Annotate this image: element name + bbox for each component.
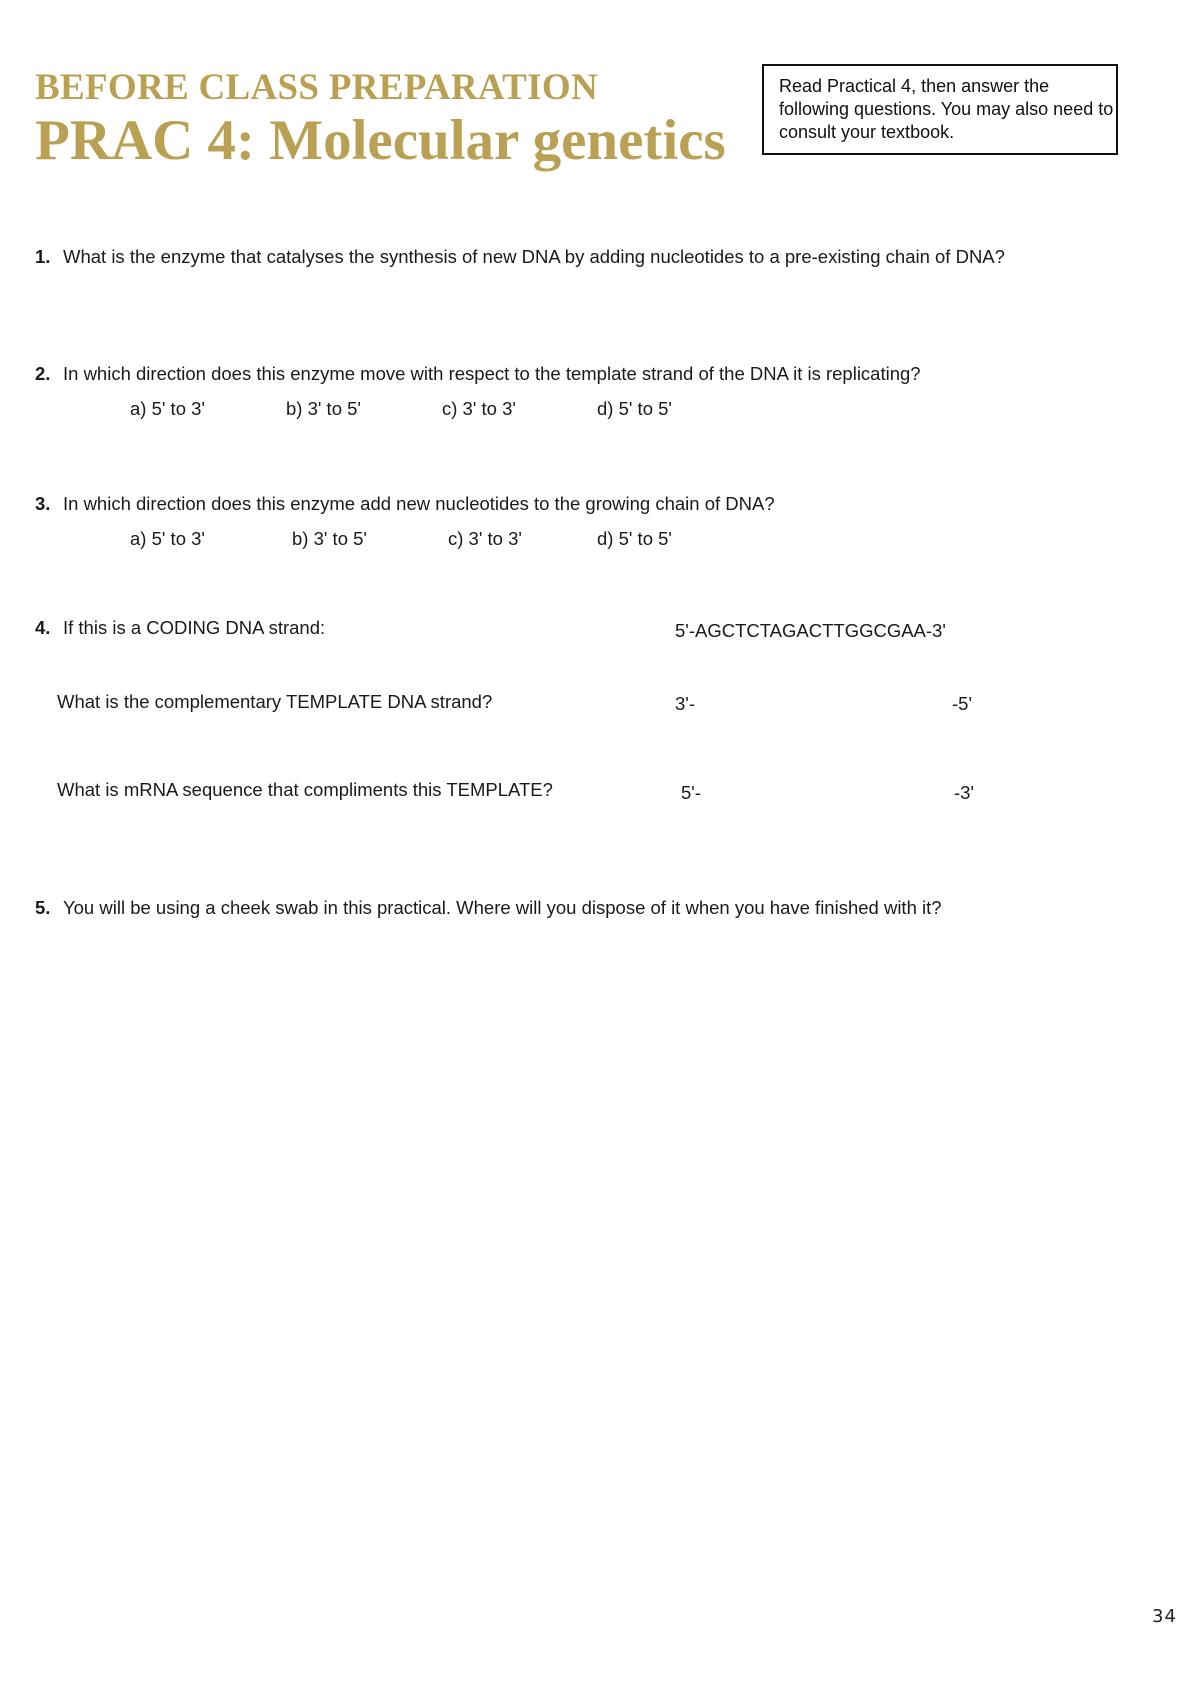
option-c: c) 3' to 3'	[442, 398, 516, 419]
question-number: 4.	[35, 617, 51, 638]
section-kicker: BEFORE CLASS PREPARATION	[35, 67, 598, 108]
question-2	[35, 363, 921, 385]
question-text: You will be using a cheek swab in this practical. Where will you dispose of it when you have finished with it?	[63, 897, 942, 918]
mrna-end: -3'	[954, 782, 974, 803]
question-number: 2.	[35, 363, 51, 384]
instruction-box	[762, 64, 1118, 155]
question-text: In which direction does this enzyme move with respect to the template strand of the DNA it is replicating?	[63, 363, 921, 384]
page-number: 34	[1152, 1606, 1177, 1627]
option-d: d) 5' to 5'	[597, 398, 672, 419]
question-3	[35, 493, 775, 515]
question-4	[35, 617, 325, 639]
mrna-question: What is mRNA sequence that compliments this TEMPLATE?	[57, 779, 553, 800]
question-text: If this is a CODING DNA strand:	[63, 617, 326, 638]
option-a: a) 5' to 3'	[130, 398, 205, 419]
instruction-text: Read Practical 4, then answer the following questions. You may also need to consult your textbook.	[779, 76, 1114, 142]
coding-strand-sequence: 5'-AGCTCTAGACTTGGCGAA-3'	[675, 620, 946, 641]
template-strand-end: -5'	[952, 693, 972, 714]
template-strand-question: What is the complementary TEMPLATE DNA strand?	[57, 691, 493, 712]
question-number: 5.	[35, 897, 51, 918]
page-title: PRAC 4: Molecular genetics	[35, 109, 726, 172]
option-b: b) 3' to 5'	[292, 528, 367, 549]
mrna-start: 5'-	[681, 782, 701, 803]
option-a: a) 5' to 3'	[130, 528, 205, 549]
option-c: c) 3' to 3'	[448, 528, 522, 549]
question-5	[35, 897, 942, 919]
template-strand-start: 3'-	[675, 693, 695, 714]
question-text: What is the enzyme that catalyses the synthesis of new DNA by adding nucleotides to a pre-existing chain of DNA?	[63, 246, 1005, 267]
question-number: 3.	[35, 493, 51, 514]
option-d: d) 5' to 5'	[597, 528, 672, 549]
question-number: 1.	[35, 246, 51, 267]
question-text: In which direction does this enzyme add new nucleotides to the growing chain of DNA?	[63, 493, 775, 514]
question-1	[35, 246, 1005, 268]
option-b: b) 3' to 5'	[286, 398, 361, 419]
